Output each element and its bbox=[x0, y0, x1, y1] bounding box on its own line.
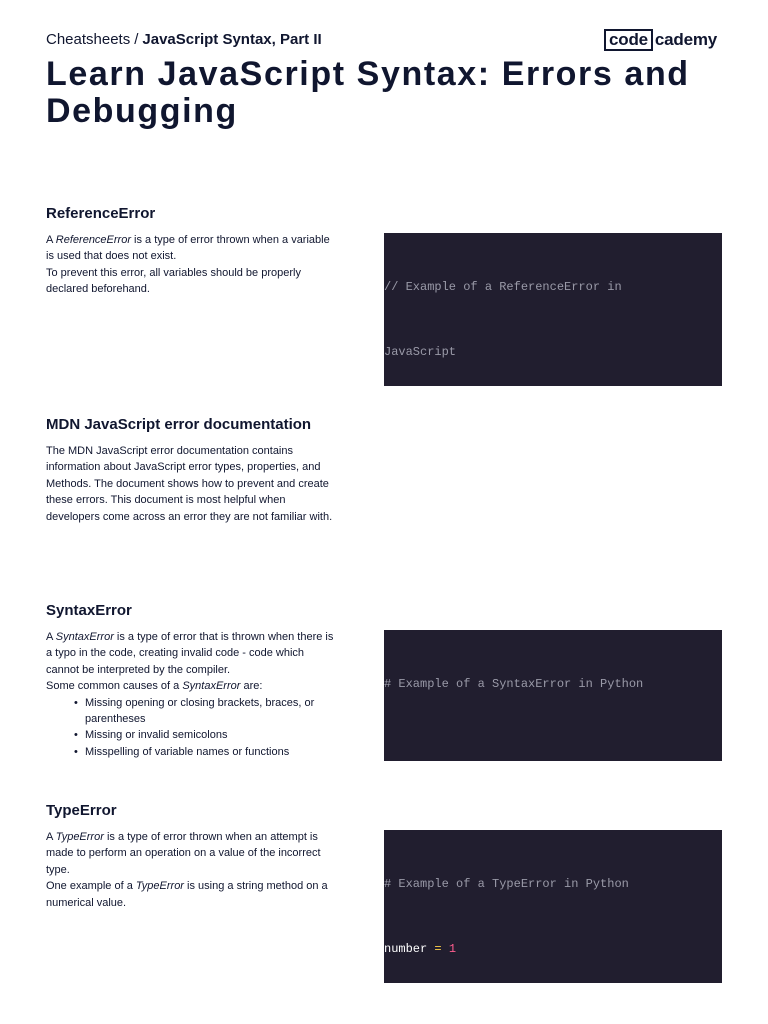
logo-box-text: code bbox=[604, 29, 653, 51]
code-line: // Example of a ReferenceError in bbox=[384, 279, 622, 294]
code-line: JavaScript bbox=[384, 344, 457, 359]
code-block-syntaxerror bbox=[384, 630, 722, 761]
code-line: # Example of a TypeError in Python bbox=[384, 876, 629, 891]
code-block-typeerror bbox=[384, 830, 722, 983]
list-item: • Missing or invalid semicolons bbox=[85, 727, 336, 743]
paragraph: Some common causes of a SyntaxError are: bbox=[46, 680, 263, 693]
paragraph: One example of a TypeError is using a string method on a numerical value. bbox=[46, 880, 328, 909]
section-text-syntaxerror bbox=[46, 629, 336, 760]
code-line: number = 1 bbox=[384, 941, 457, 956]
paragraph: The MDN JavaScript error documentation contains information about JavaScript error types, properties, and Methods. The document shows how to prevent and create these errors. This document is most helpful when developers come across an error they are not familiar with. bbox=[46, 445, 333, 523]
code-line: # Example of a SyntaxError in Python bbox=[384, 676, 644, 691]
breadcrumb-separator: / bbox=[134, 31, 139, 48]
list-item: • Missing opening or closing brackets, braces, or parentheses bbox=[85, 695, 336, 728]
page-title: Learn JavaScript Syntax: Errors and Debugging bbox=[46, 55, 690, 130]
paragraph: A ReferenceError is a type of error thrown when a variable is used that does not exist. bbox=[46, 234, 330, 263]
section-title-typeerror: TypeError bbox=[46, 802, 117, 819]
logo-rest-text: cademy bbox=[654, 30, 718, 49]
paragraph: A TypeError is a type of error thrown when an attempt is made to perform an operation on a value of the incorrect type. bbox=[46, 831, 321, 876]
codecademy-logo[interactable] bbox=[604, 29, 717, 51]
paragraph: A SyntaxError is a type of error that is thrown when there is a typo in the code, creating invalid code - code which cannot be interpreted by the compiler. bbox=[46, 631, 334, 676]
section-title-syntaxerror: SyntaxError bbox=[46, 602, 132, 619]
section-title-referenceerror: ReferenceError bbox=[46, 205, 156, 222]
list-item: • Misspelling of variable names or functions bbox=[85, 744, 336, 760]
section-title-mdn: MDN JavaScript error documentation bbox=[46, 416, 312, 433]
section-text-referenceerror bbox=[46, 232, 336, 298]
breadcrumb bbox=[46, 30, 322, 50]
section-text-mdn bbox=[46, 443, 336, 525]
bullet-list bbox=[46, 695, 336, 761]
paragraph: To prevent this error, all variables should be properly declared beforehand. bbox=[46, 266, 301, 296]
breadcrumb-link-cheatsheets[interactable]: Cheatsheets bbox=[46, 31, 131, 48]
code-line-blank bbox=[384, 739, 722, 761]
code-block-referenceerror bbox=[384, 233, 722, 386]
section-text-typeerror bbox=[46, 829, 336, 911]
breadcrumb-current: JavaScript Syntax, Part II bbox=[142, 31, 322, 48]
